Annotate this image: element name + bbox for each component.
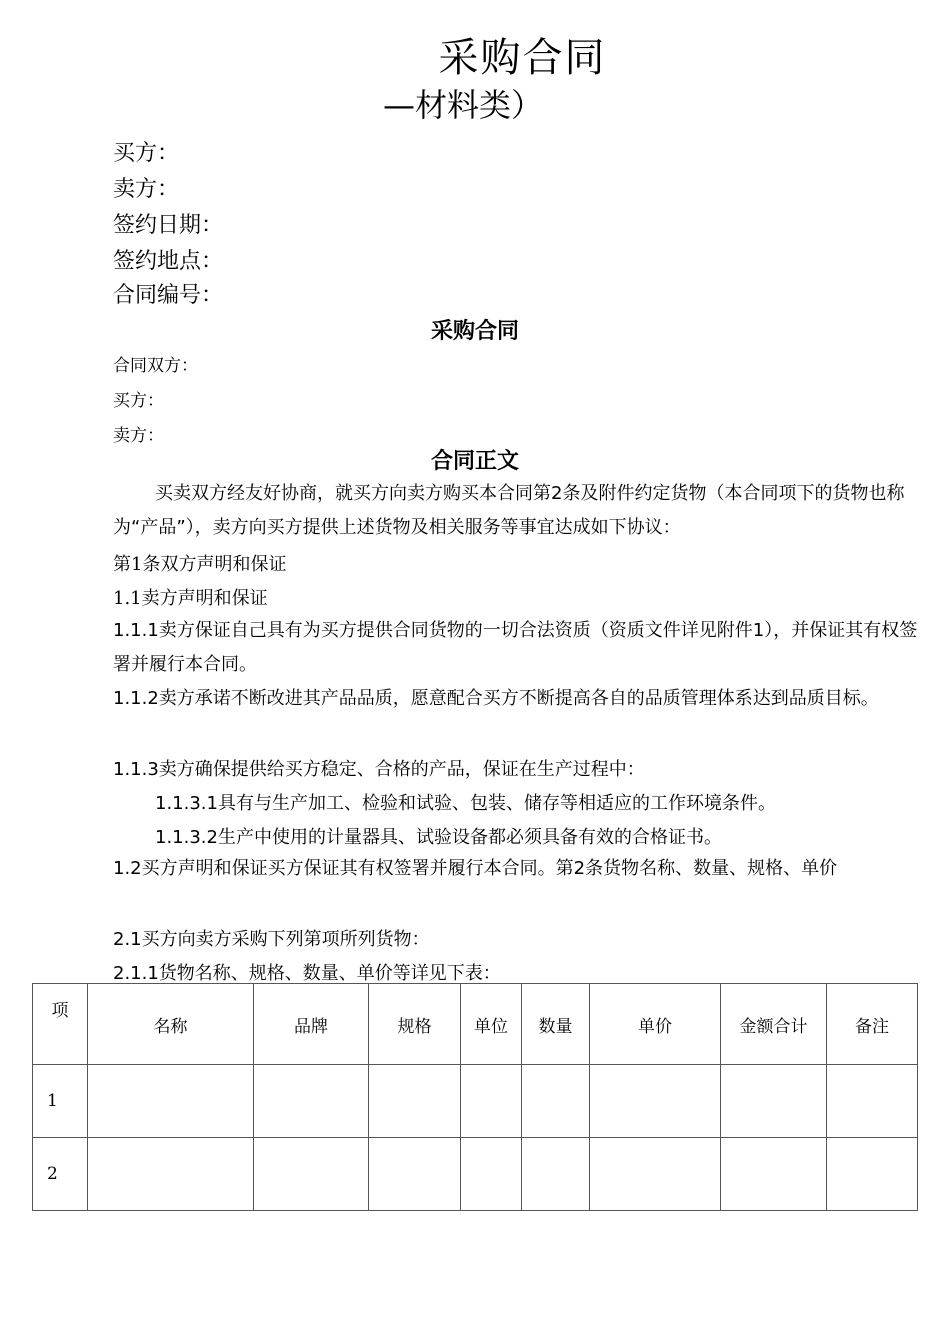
table-cell — [369, 1138, 461, 1211]
parties-label: 合同双方： — [113, 356, 198, 376]
table-cell — [590, 1138, 721, 1211]
table-cell — [461, 1065, 522, 1138]
table-cell — [721, 1065, 827, 1138]
row-number: 2 — [33, 1138, 88, 1211]
header-unit-price: 单价 — [590, 984, 721, 1065]
header-quantity: 数量 — [522, 984, 590, 1065]
section-1-2: 1.2买方声明和保证买方保证其有权签署并履行本合同。第2条货物名称、数量、规格、单价 — [113, 858, 838, 879]
section-1-1-3-1: 1.1.3.1具有与生产加工、检验和试验、包装、储存等相适应的工作环境条件。 — [155, 793, 776, 814]
buyer-label: 买方： — [113, 391, 164, 411]
cover-buyer: 买方： — [113, 141, 180, 166]
section-1-1-3-2: 1.1.3.2生产中使用的计量器具、试验设备都必须具备有效的合格证书。 — [155, 827, 722, 848]
cover-title: 采购合同 — [438, 35, 607, 81]
table-cell — [88, 1138, 254, 1211]
table-cell — [590, 1065, 721, 1138]
table-cell — [522, 1138, 590, 1211]
section-2-1: 2.1买方向卖方采购下列第项所列货物： — [113, 929, 430, 950]
table-cell — [827, 1138, 918, 1211]
table-cell — [254, 1065, 369, 1138]
body-heading: 合同正文 — [430, 449, 519, 474]
goods-table — [32, 983, 918, 1211]
section-1-1-3: 1.1.3卖方确保提供给买方稳定、合格的产品，保证在生产过程中： — [113, 759, 645, 780]
table-cell — [254, 1138, 369, 1211]
table-cell — [721, 1138, 827, 1211]
table-cell — [522, 1065, 590, 1138]
contract-heading: 采购合同 — [430, 319, 519, 344]
section-1-1: 1.1卖方声明和保证 — [113, 588, 268, 609]
header-name: 名称 — [88, 984, 254, 1065]
row-number: 1 — [33, 1065, 88, 1138]
section-2-1-1: 2.1.1货物名称、规格、数量、单价等详见下表： — [113, 963, 501, 984]
section-1-1-2: 1.1.2卖方承诺不断改进其产品品质，愿意配合买方不断提高各自的品质管理体系达到品质目标。 — [113, 688, 879, 709]
table-header-row — [33, 984, 918, 1065]
cover-contract-no: 合同编号： — [113, 283, 224, 308]
article-1-title: 第1条双方声明和保证 — [113, 554, 287, 575]
section-1-1-1: 1.1.1卖方保证自己具有为买方提供合同货物的一切合法资质（资质文件详见附件1），并保证其有权签署并履行本合同。 — [113, 620, 918, 675]
header-spec: 规格 — [369, 984, 461, 1065]
cover-sign-date: 签约日期： — [113, 213, 224, 238]
table-cell — [461, 1138, 522, 1211]
table-row — [33, 1138, 918, 1211]
table-cell — [88, 1065, 254, 1138]
seller-label: 卖方： — [113, 426, 164, 446]
table-row — [33, 1065, 918, 1138]
cover-seller: 卖方： — [113, 177, 180, 202]
cover-sign-place: 签约地点： — [113, 249, 224, 274]
header-remarks: 备注 — [827, 984, 918, 1065]
table-cell — [827, 1065, 918, 1138]
table-cell — [369, 1065, 461, 1138]
header-unit: 单位 — [461, 984, 522, 1065]
header-brand: 品牌 — [254, 984, 369, 1065]
intro-paragraph: 买卖双方经友好协商，就买方向卖方购买本合同第2条及附件约定货物（本合同项下的货物也称为“产品”），卖方向买方提供上述货物及相关服务等事宜达成如下协议： — [113, 483, 905, 538]
header-total-amount: 金额合计 — [721, 984, 827, 1065]
cover-subtitle: —材料类） — [383, 86, 544, 124]
header-item-no: 项 — [33, 984, 88, 1065]
